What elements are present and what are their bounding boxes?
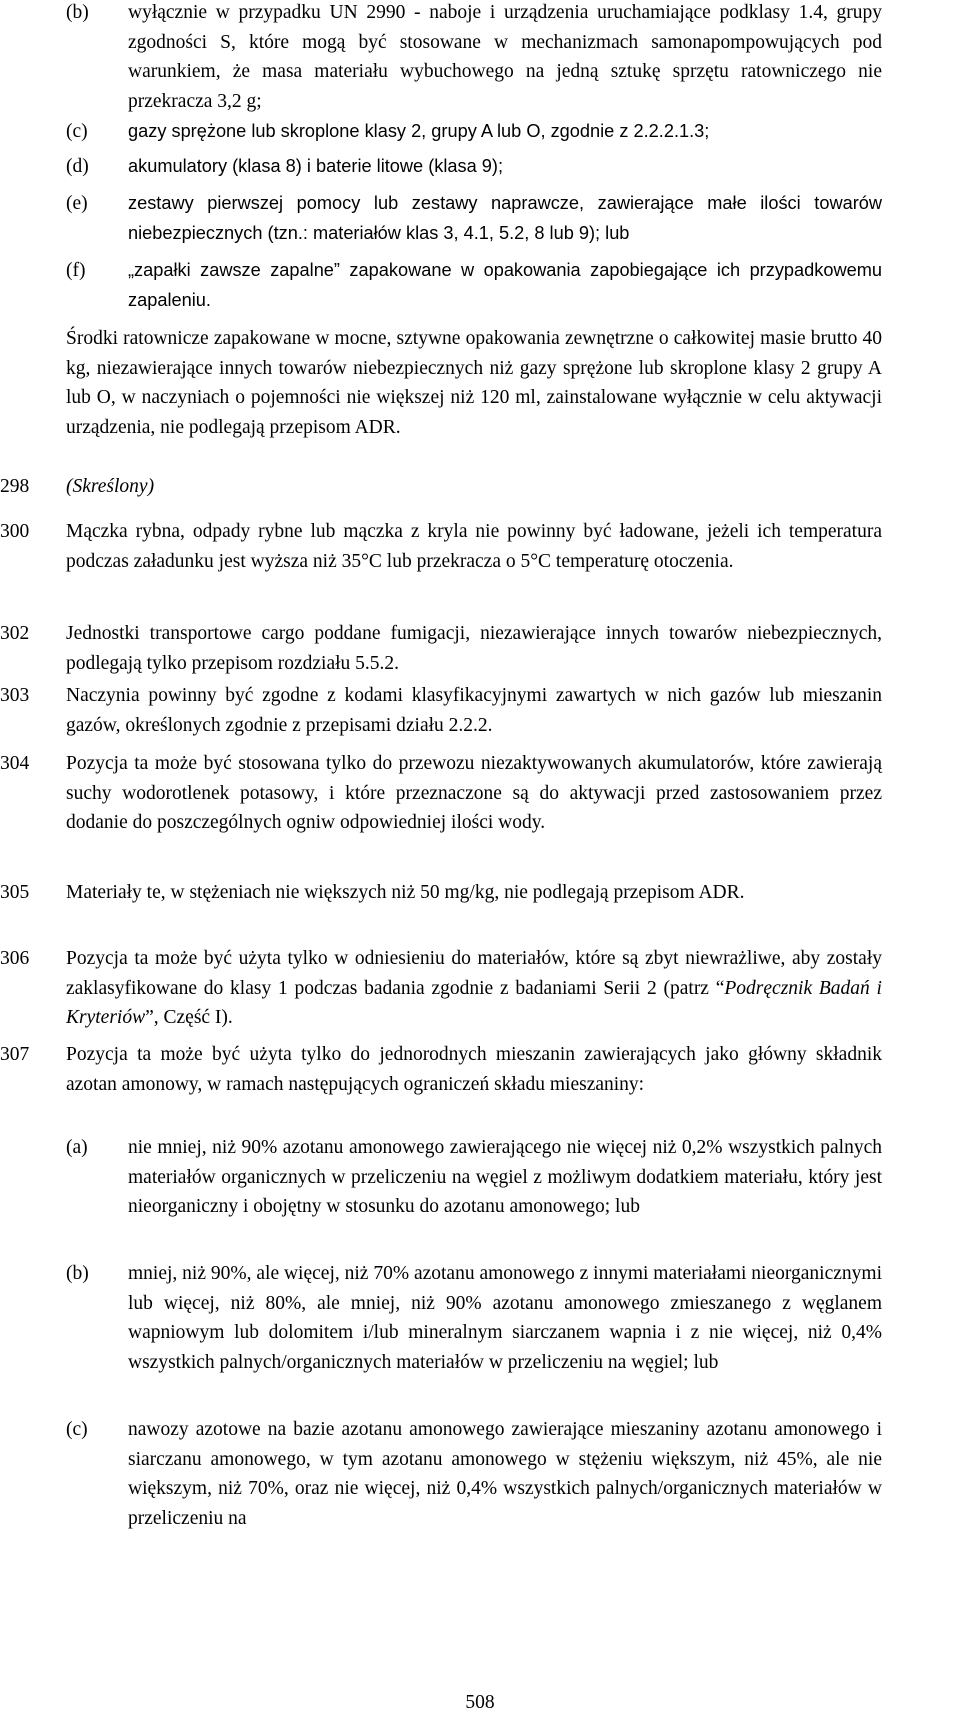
list-item-e (66, 189, 882, 249)
list-letter: (f) (66, 260, 86, 281)
list-item-307-a (66, 1133, 882, 1253)
provision-number: 300 (0, 521, 30, 542)
list-item-b (66, 0, 882, 118)
list-letter: (b) (66, 2, 89, 23)
list-letter: (b) (66, 1263, 89, 1284)
provision-text: (Skreślony) (66, 476, 155, 497)
provision-number: 305 (0, 882, 30, 903)
list-text: mniej, niż 90%, ale więcej, niż 70% azotanu amonowego z innymi materiałami nieorganicznymi lub więcej, niż 80%, ale mniej, niż 90% azotanu amonowego zmieszanego z węglanem wapniowym lub dolomitem i/lub mineralnym siarczanem wapnia i z nie więcej, niż 0,4% wszystkich palnych/organicznych materiałów w przeliczeniu na węgiel; lub (128, 1263, 882, 1373)
provision-number: 302 (0, 623, 30, 644)
provision-number: 298 (0, 476, 30, 497)
provision-number: 303 (0, 685, 30, 706)
list-item-c (66, 117, 882, 147)
provision-text: Jednostki transportowe cargo poddane fumigacji, niezawierające innych towarów niebezpiecznych, podlegają tylko przepisom rozdziału 5.5.2. (66, 623, 882, 674)
manual-title: Podręcznik Badań i Kryteriów (66, 977, 882, 1029)
list-letter: (e) (66, 193, 88, 214)
provision-text-part: Pozycja ta może być użyta tylko w odniesieniu do materiałów, które są zbyt niewrażliwe, aby zostały zaklasyfikowane do klasy 1 podczas badania zgodnie z badaniami Serii 2 (patrz “ (66, 948, 882, 999)
provision-text-part: ”, Część I). (145, 1007, 233, 1029)
list-text: wyłącznie w przypadku UN 2990 - naboje i urządzenia uruchamiające podklasy 1.4, grupy zgodności S, które mogą być stosowane w mechanizmach samonapompowujących pod warunkiem, że masa materiału wybuchowego na jedną sztukę sprzętu ratowniczego nie przekracza 3,2 g; (128, 2, 882, 112)
list-item-f (66, 256, 882, 316)
list-text: „zapałki zawsze zapalne” zapakowane w opakowania zapobiegające ich przypadkowemu zapaleniu. (128, 260, 882, 310)
list-item-307-c (66, 1415, 882, 1535)
provision-number: 304 (0, 753, 30, 774)
provision-text (66, 944, 882, 1033)
list-letter: (c) (66, 1419, 88, 1440)
list-text: akumulatory (klasa 8) i baterie litowe (klasa 9); (128, 156, 504, 176)
list-text: gazy sprężone lub skroplone klasy 2, grupy A lub O, zgodnie z 2.2.2.1.3; (128, 121, 710, 141)
provision-number: 306 (0, 948, 30, 969)
provision-text: Naczynia powinny być zgodne z kodami klasyfikacyjnymi zawartych w nich gazów lub mieszanin gazów, określonych zgodnie z przepisami działu 2.2.2. (66, 685, 882, 736)
list-letter: (d) (66, 156, 89, 177)
provision-text: Mączka rybna, odpady rybne lub mączka z kryla nie powinny być ładowane, jeżeli ich temperatura podczas załadunku jest wyższa niż 35°C lub przekracza o 5°C temperaturę otoczenia. (66, 521, 882, 572)
list-item-307-b (66, 1259, 882, 1409)
list-text: zestawy pierwszej pomocy lub zestawy naprawcze, zawierające małe ilości towarów niebezpiecznych (tzn.: materiałów klas 3, 4.1, 5.2, 8 lub 9); lub (128, 193, 882, 243)
rescue-equipment-paragraph: Środki ratownicze zapakowane w mocne, sztywne opakowania zewnętrzne o całkowitej masie brutto 40 kg, niezawierające innych towarów niebezpiecznych niż gazy sprężone lub skroplone klasy 2 grupy A lub O, w naczyniach o pojemności nie większej niż 120 ml, zainstalowane wyłącznie w celu aktywacji urządzenia, nie podlegają przepisom ADR. (66, 328, 882, 438)
page-number: 508 (465, 1692, 495, 1713)
provision-number: 307 (0, 1044, 30, 1065)
list-text: nie mniej, niż 90% azotanu amonowego zawierającego nie więcej niż 0,2% wszystkich palnych materiałów organicznych w przeliczeniu na węgiel z możliwym dodatkiem materiału, który jest nieorganiczny i obojętny w stosunku do azotanu amonowego; lub (128, 1137, 882, 1218)
list-text: nawozy azotowe na bazie azotanu amonowego zawierające mieszaniny azotanu amonowego i siarczanu amonowego, w tym azotanu amonowego w stężeniu większym, niż 45%, ale nie większym, niż 70%, oraz nie więcej, niż 0,4% wszystkich palnych/organicznych materiałów w przeliczeniu na (128, 1419, 882, 1529)
provision-text: Pozycja ta może być użyta tylko do jednorodnych mieszanin zawierających jako główny składnik azotan amonowy, w ramach następujących ograniczeń składu mieszaniny: (66, 1044, 882, 1095)
list-letter: (c) (66, 121, 88, 142)
provision-text: Pozycja ta może być stosowana tylko do przewozu niezaktywowanych akumulatorów, które zawierają suchy wodorotlenek potasowy, i które przeznaczone są do aktywacji przed zastosowaniem przez dodanie do poszczególnych ogniw odpowiedniej ilości wody. (66, 753, 882, 834)
list-letter: (a) (66, 1137, 88, 1158)
list-item-d (66, 152, 882, 182)
provision-text: Materiały te, w stężeniach nie większych niż 50 mg/kg, nie podlegają przepisom ADR. (66, 882, 745, 903)
